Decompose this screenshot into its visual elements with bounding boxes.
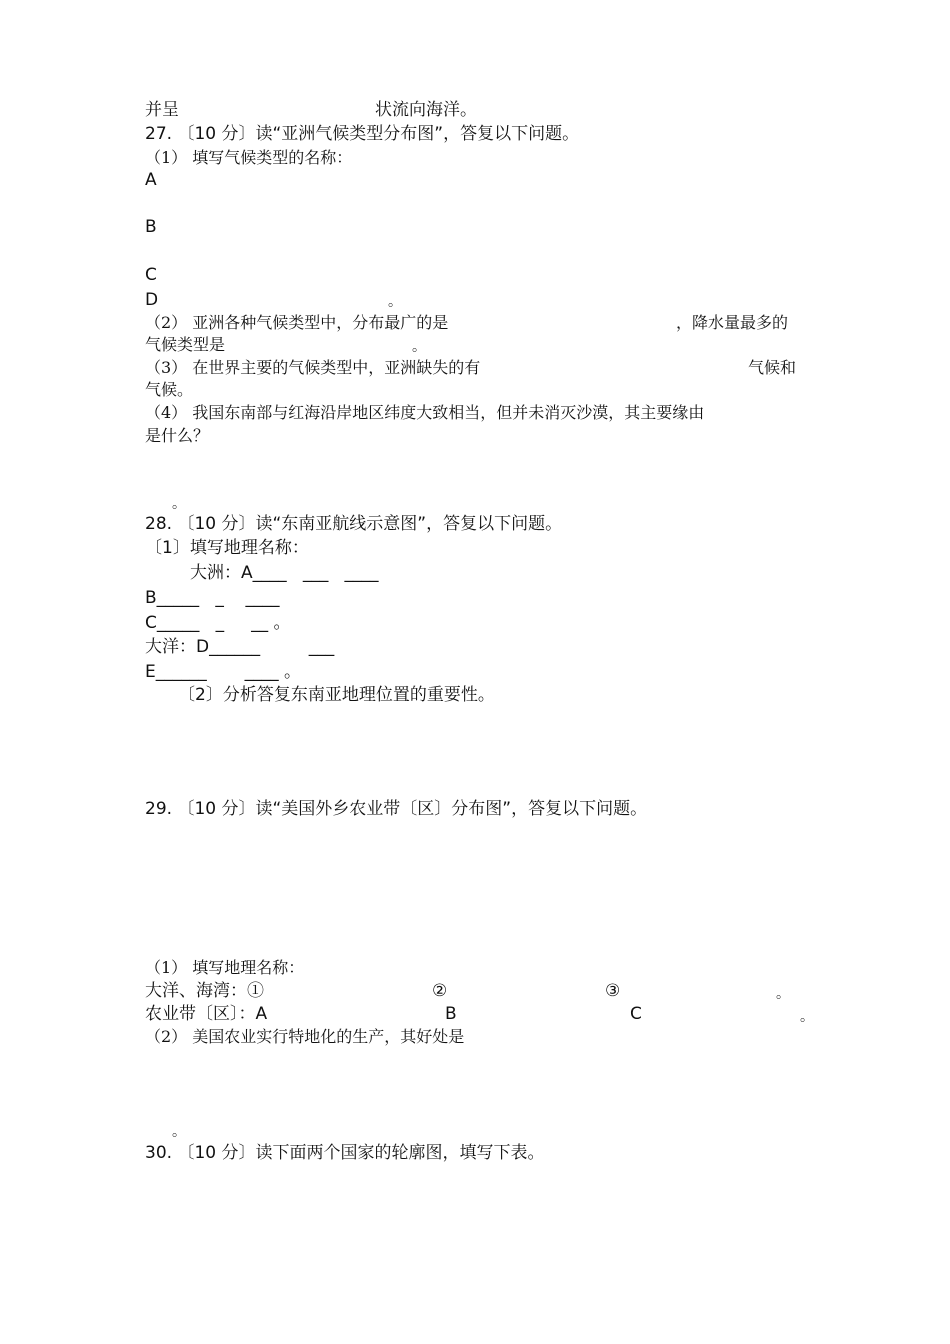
q27-part4-a: （4） 我国东南部与红海沿岸地区纬度大致相当，但并未消灭沙漠，其主要缘由 (145, 403, 705, 422)
q27-blank-d-end: 。 (388, 294, 402, 310)
q29-belt-end: 。 (800, 1009, 814, 1025)
q27-blank-c: C (145, 265, 157, 285)
q27-part4-end: 。 (172, 496, 186, 512)
q28-part2: 〔2〕分析答复东南亚地理位置的重要性。 (178, 685, 495, 705)
q27-part3-b: 气候和 (748, 358, 797, 377)
q29-ocean-end: 。 (776, 986, 790, 1002)
q28-continent-c: C_____ _ __ 。 (145, 613, 291, 633)
q27-blank-d: D (145, 290, 159, 310)
q29-belt-a: 农业带〔区〕：A (145, 1004, 268, 1024)
q29-belt-c: C (630, 1004, 642, 1024)
q27-part1: （1） 填写气候类型的名称： (145, 148, 353, 167)
q27-part3-c: 气候。 (145, 380, 194, 399)
q28-title: 28. 〔10 分〕读“东南亚航线示意图”，答复以下问题。 (145, 514, 563, 534)
q28-continent-b: B_____ _ ____ (145, 588, 280, 608)
q29-ocean-3: ③ (605, 981, 621, 1001)
q27-part2-end: 。 (412, 339, 426, 355)
q28-ocean-e: E______ ____ 。 (145, 662, 301, 682)
q26-tail-prefix: 并呈 (145, 100, 179, 120)
q29-ocean-2: ② (432, 981, 448, 1001)
q29-part2: （2） 美国农业实行特地化的生产，其好处是 (145, 1027, 465, 1046)
q30-title: 30. 〔10 分〕读下面两个国家的轮廓图，填写下表。 (145, 1143, 545, 1163)
q27-part2-c: 气候类型是 (145, 335, 226, 354)
q29-belt-b: B (445, 1004, 457, 1024)
q29-ocean-1: 大洋、海湾：① (145, 981, 264, 1001)
q27-part2-b: ，降水量最多的 (676, 313, 789, 332)
q28-ocean-d: 大洋：D______ ___ (145, 637, 335, 657)
q27-blank-a: A (145, 170, 157, 190)
q27-blank-b: B (145, 217, 157, 237)
q29-part2-end: 。 (172, 1124, 186, 1140)
q28-continent-a: 大洲：A____ ___ ____ (190, 563, 379, 583)
q29-part1: （1） 填写地理名称： (145, 958, 305, 977)
q27-part2-a: （2） 亚洲各种气候类型中，分布最广的是 (145, 313, 449, 332)
q27-part3-a: （3） 在世界主要的气候类型中，亚洲缺失的有 (145, 358, 481, 377)
q27-title: 27. 〔10 分〕读“亚洲气候类型分布图”，答复以下问题。 (145, 124, 580, 144)
q27-part4-b: 是什么？ (145, 426, 210, 445)
q29-title: 29. 〔10 分〕读“美国外乡农业带〔区〕分布图”，答复以下问题。 (145, 799, 648, 819)
q28-part1: 〔1〕填写地理名称： (145, 538, 309, 558)
q26-tail-suffix: 状流向海洋。 (375, 100, 477, 120)
